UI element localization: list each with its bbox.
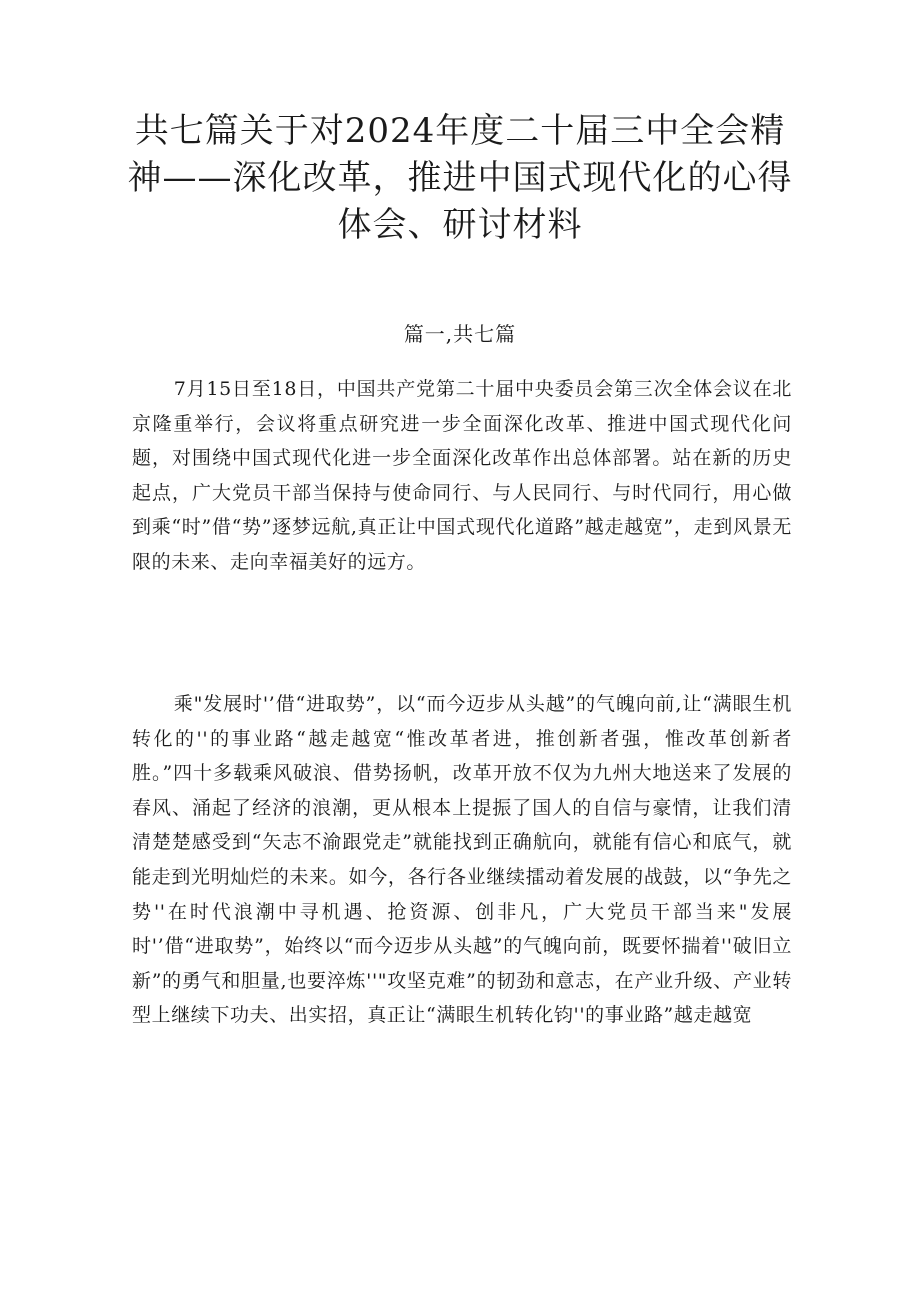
body-paragraph-1: 7月15日至18日，中国共产党第二十届中央委员会第三次全体会议在北京隆重举行，会议将重点研究进一步全面深化改革、推进中国式现代化问题，对围绕中国式现代化进一步全面深化改革作出总体部署。站在新的历史起点，广大党员干部当保持与使命同行、与人民同行、与时代同行，用心做到乘“时”借“势”逐梦远航,真正让中国式现代化道路”越走越宽”，走到风景无限的未来、走向幸福美好的远方。 xyxy=(132,378,792,573)
body-paragraph-2: 乘"发展时'’借“进取势”，以“而今迈步从头越”的气魄向前,让“满眼生机转化的''的事业路“越走越宽“惟改革者进，推创新者强，惟改革创新者胜。”四十多载乘风破浪、借势扬帆，改革开放不仅为九州大地送来了发展的春风、涌起了经济的浪潮，更从根本上提振了国人的自信与豪情，让我们清清楚楚感受到“矢志不渝跟党走”就能找到正确航向，就能有信心和底气，就能走到光明灿烂的未来。如今，各行各业继续擂动着发展的战鼓，以“争先之势''在时代浪潮中寻机遇、抢资源、创非凡，广大党员干部当来"发展时'’借“进取势”，始终以“而今迈步从头越”的气魄向前，既要怀揣着''破旧立新”的勇气和胆量,也要淬炼''"攻坚克难”的韧劲和意志，在产业升级、产业转型上继续下功夫、出实招，真正让“满眼生机转化钧''的事业路”越走越宽 xyxy=(132,693,792,1027)
document-title: 共七篇关于对2024年度二十届三中全会精神——深化改革，推进中国式现代化的心得体会、研讨材料 xyxy=(127,111,793,245)
section-heading: 篇一,共七篇 xyxy=(403,322,517,346)
